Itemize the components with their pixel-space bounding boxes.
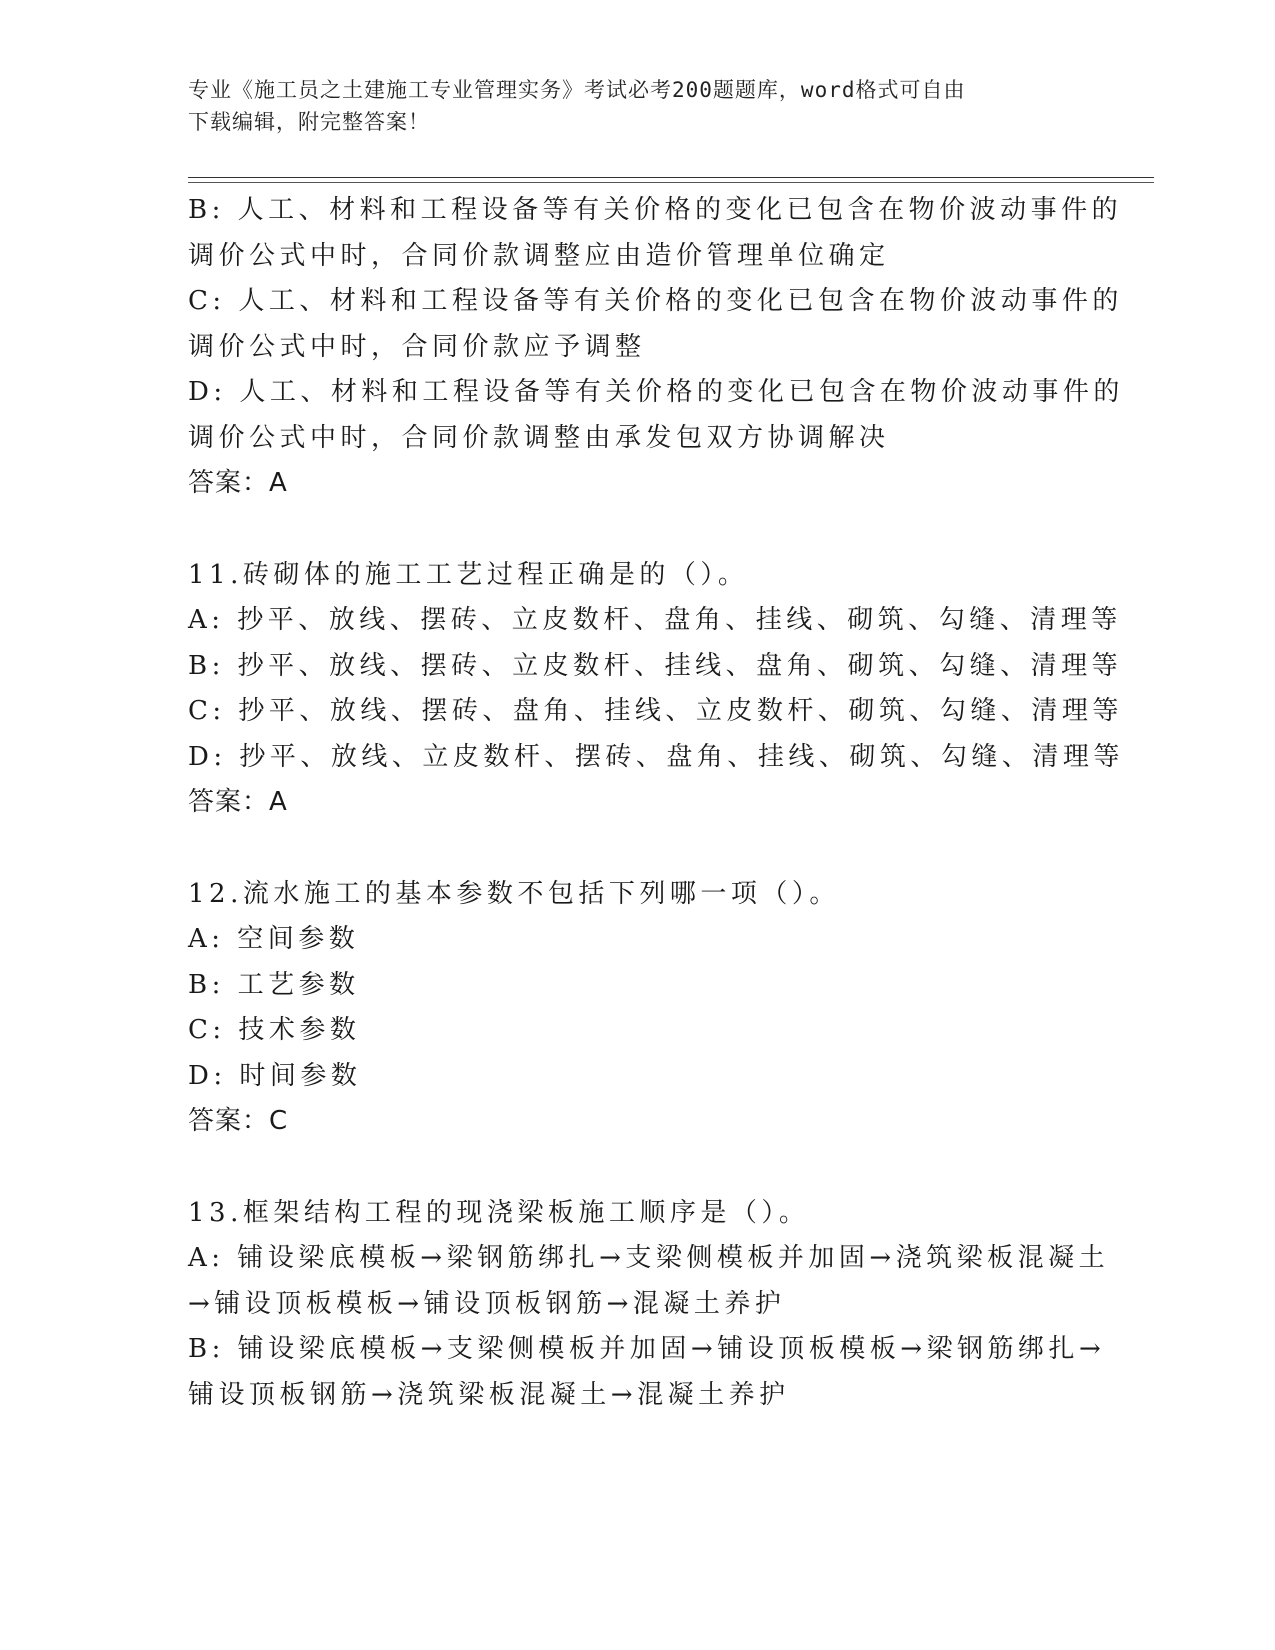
- q11-question: 11.砖砌体的施工工艺过程正确是的（）。: [188, 559, 749, 590]
- q10-option-c-line-2: 调价公式中时，合同价款应予调整: [188, 331, 646, 362]
- q10-option-b-line-2: 调价公式中时，合同价款调整应由造价管理单位确定: [188, 240, 890, 271]
- spacer: [188, 507, 1088, 553]
- q13-option-a-line-1: A: 铺设梁底模板→梁钢筋绑扎→支梁侧模板并加固→浇筑梁板混凝土: [188, 1243, 1110, 1273]
- question-12: [188, 872, 1088, 1145]
- question-13: [188, 1191, 1110, 1419]
- q11-option-a: A: 抄平、放线、摆砖、立皮数杆、盘角、挂线、砌筑、勾缝、清理等: [188, 605, 1122, 635]
- q11-option-b: B: 抄平、放线、摆砖、立皮数杆、挂线、盘角、砌筑、勾缝、清理等: [188, 650, 1123, 681]
- header-rule-thin: [188, 182, 1154, 183]
- q10-option-b-line-1: B: 人工、材料和工程设备等有关价格的变化已包含在物价波动事件的: [188, 195, 1123, 225]
- q11-option-d: D: 抄平、放线、立皮数杆、摆砖、盘角、挂线、砌筑、勾缝、清理等: [188, 741, 1124, 772]
- q12-option-b: B: 工艺参数: [188, 969, 360, 1000]
- q12-answer: 答案：C: [188, 1106, 289, 1136]
- q11-option-c: C: 抄平、放线、摆砖、盘角、挂线、立皮数杆、砌筑、勾缝、清理等: [188, 696, 1123, 726]
- q10-option-c-line-1: C: 人工、材料和工程设备等有关价格的变化已包含在物价波动事件的: [188, 286, 1123, 316]
- q13-option-a-line-2: →铺设顶板模板→铺设顶板钢筋→混凝土养护: [188, 1288, 786, 1319]
- q13-option-b-line-1: B: 铺设梁底模板→支梁侧模板并加固→铺设顶板模板→梁钢筋绑扎→: [188, 1334, 1106, 1364]
- header-line-1: 专业《施工员之土建施工专业管理实务》考试必考200题题库，word格式可自由: [188, 78, 966, 102]
- q12-question: 12.流水施工的基本参数不包括下列哪一项（）。: [188, 878, 840, 909]
- page-header: [188, 74, 1068, 138]
- q10-option-d-line-2: 调价公式中时，合同价款调整由承发包双方协调解决: [188, 422, 890, 453]
- q10-answer: 答案：A: [188, 468, 288, 498]
- question-10-continued: [188, 188, 1124, 507]
- q11-answer: 答案：A: [188, 787, 288, 817]
- q13-option-b-line-2: 铺设顶板钢筋→浇筑梁板混凝土→混凝土养护: [188, 1379, 790, 1410]
- spacer: [188, 1145, 1088, 1191]
- spacer: [188, 826, 1088, 872]
- q12-option-a: A: 空间参数: [188, 924, 360, 954]
- question-11: [188, 553, 1124, 826]
- q12-option-d: D: 时间参数: [188, 1060, 362, 1091]
- q12-option-c: C: 技术参数: [188, 1015, 361, 1045]
- header-line-2: 下载编辑，附完整答案！: [188, 110, 430, 134]
- question-content: [188, 188, 1124, 1418]
- header-rule-thick: [188, 177, 1154, 178]
- q13-question: 13.框架结构工程的现浇梁板施工顺序是（）。: [188, 1197, 810, 1228]
- q10-option-d-line-1: D: 人工、材料和工程设备等有关价格的变化已包含在物价波动事件的: [188, 377, 1124, 407]
